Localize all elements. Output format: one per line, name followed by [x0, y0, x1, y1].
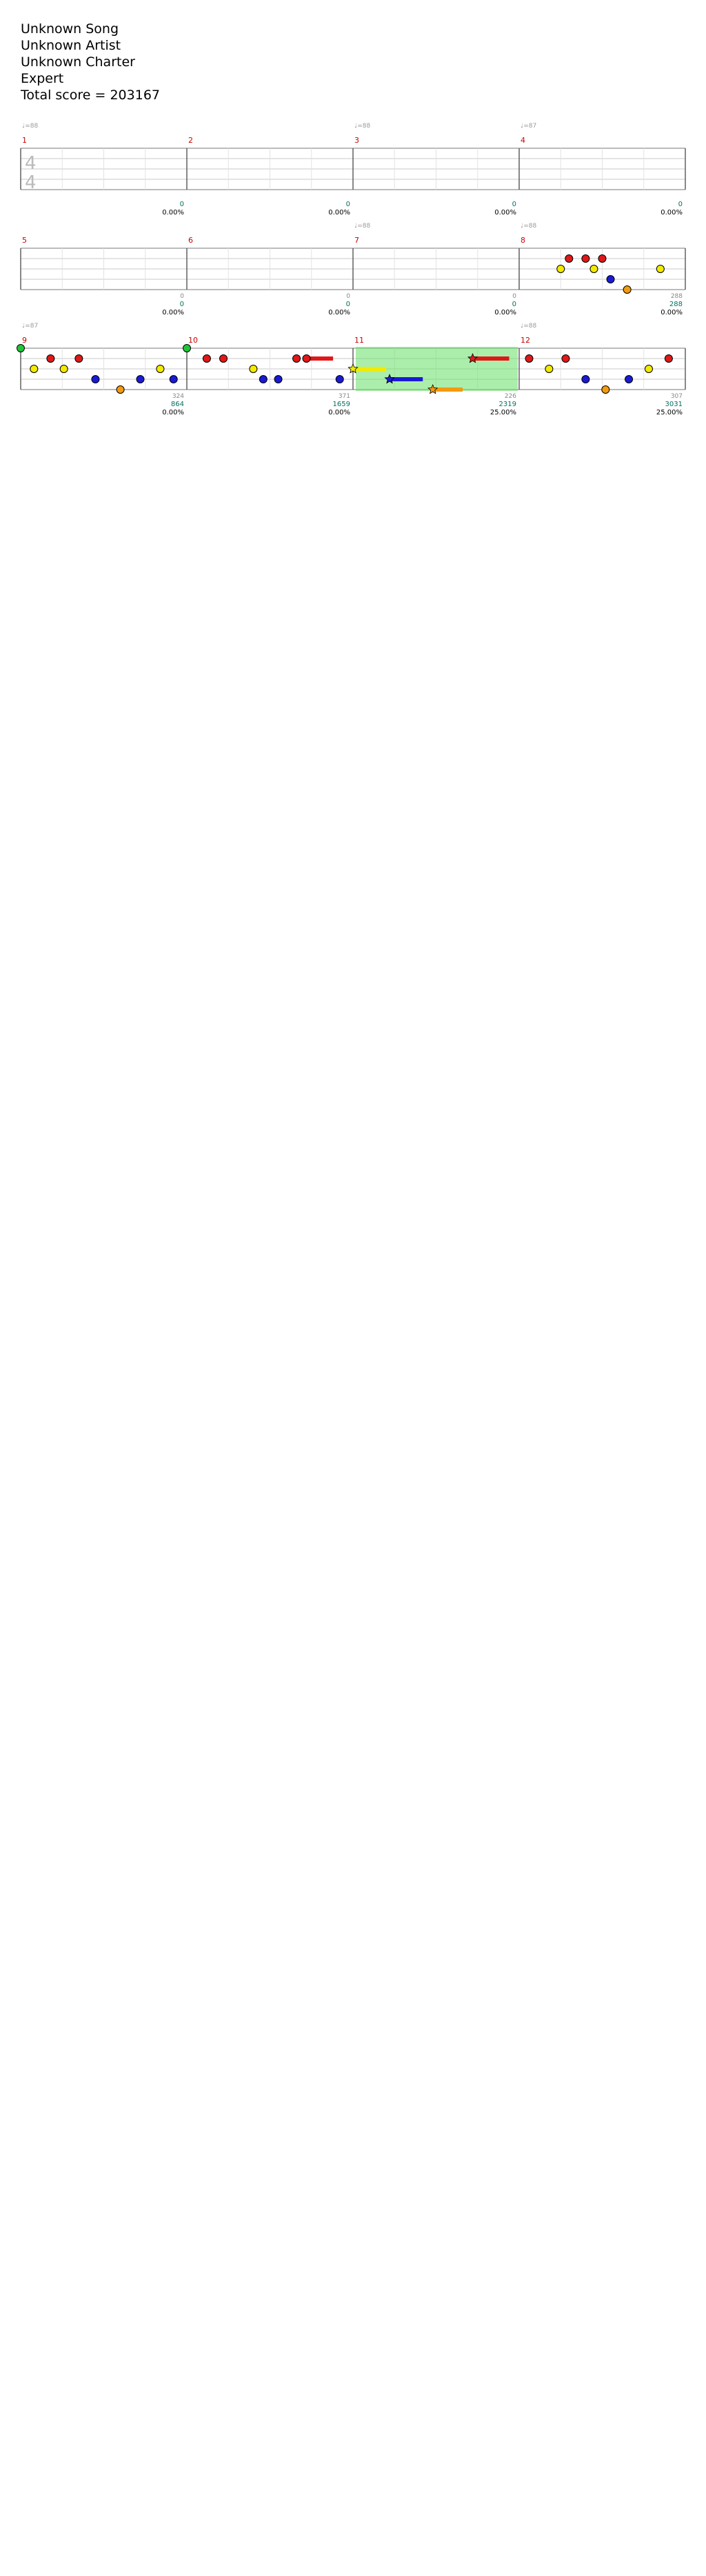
song-title: Unknown Song	[21, 21, 119, 37]
note-blue	[625, 376, 633, 383]
charter-name: Unknown Charter	[21, 54, 135, 70]
note-red	[203, 355, 210, 363]
measure-score: 0	[512, 201, 516, 208]
note-count: 288	[670, 293, 683, 300]
note-yellow	[656, 265, 664, 273]
measure-number: 3	[354, 136, 359, 145]
total-score: Total score = 203167	[21, 88, 160, 103]
measure-percent: 0.00%	[162, 209, 184, 217]
note-blue	[607, 276, 614, 283]
measure-score: 864	[170, 401, 184, 408]
measure-number: 10	[188, 336, 198, 345]
note-count: 371	[338, 393, 350, 400]
measure-score: 3031	[665, 401, 683, 408]
measure-percent: 25.00%	[656, 409, 683, 416]
bpm-marker: ♩=88	[521, 323, 537, 330]
measure-score: 1659	[332, 401, 350, 408]
measure-number: 2	[188, 136, 193, 145]
measure-score: 0	[345, 301, 350, 308]
note-green	[17, 345, 25, 352]
measure-percent: 0.00%	[660, 209, 683, 217]
measure-percent: 0.00%	[162, 409, 184, 416]
measure-score: 2319	[498, 401, 516, 408]
note-blue	[170, 376, 177, 383]
note-yellow	[250, 365, 257, 373]
note-blue	[582, 376, 589, 383]
time-signature-bottom: 4	[25, 172, 37, 193]
measure-score: 0	[179, 301, 184, 308]
note-count: 324	[172, 393, 184, 400]
bpm-marker: ♩=88	[354, 223, 371, 230]
time-signature-top: 4	[25, 153, 37, 174]
artist-name: Unknown Artist	[21, 38, 121, 53]
note-red	[665, 355, 672, 363]
note-red	[562, 355, 569, 363]
measure-score: 0	[678, 201, 683, 208]
note-orange	[117, 386, 124, 394]
note-orange	[623, 286, 631, 294]
note-count: 0	[346, 293, 350, 300]
note-count: 226	[504, 393, 516, 400]
note-yellow	[590, 265, 598, 273]
measure-score: 0	[179, 201, 184, 208]
sustain-tail	[473, 356, 510, 361]
note-count: 0	[180, 293, 184, 300]
measure-number: 7	[354, 236, 359, 245]
note-red	[525, 355, 533, 363]
note-red	[582, 255, 589, 263]
note-red	[293, 355, 301, 363]
note-blue	[259, 376, 267, 383]
measure-number: 4	[521, 136, 525, 145]
note-green	[183, 345, 191, 352]
note-red	[75, 355, 83, 363]
measure-percent: 0.00%	[494, 209, 516, 217]
bpm-marker: ♩=88	[521, 223, 537, 230]
note-count: 0	[512, 293, 516, 300]
measure-percent: 0.00%	[660, 309, 683, 316]
measure-number: 1	[22, 136, 27, 145]
measure-score: 0	[512, 301, 516, 308]
note-yellow	[557, 265, 565, 273]
bpm-marker: ♩=87	[521, 123, 537, 130]
measure-score: 288	[669, 301, 683, 308]
note-blue	[137, 376, 144, 383]
note-yellow	[645, 365, 652, 373]
note-blue	[92, 376, 99, 383]
note-red	[47, 355, 54, 363]
measure-score: 0	[345, 201, 350, 208]
measure-number: 9	[22, 336, 27, 345]
note-yellow	[157, 365, 164, 373]
measure-number: 12	[521, 336, 530, 345]
note-red	[220, 355, 228, 363]
sustain-tail	[353, 367, 386, 371]
measure-percent: 0.00%	[328, 209, 350, 217]
difficulty-label: Expert	[21, 71, 64, 86]
note-red	[303, 355, 310, 363]
measure-percent: 0.00%	[328, 409, 350, 416]
measure-percent: 25.00%	[490, 409, 516, 416]
measure-number: 11	[354, 336, 364, 345]
measure-percent: 0.00%	[494, 309, 516, 316]
measure-percent: 0.00%	[328, 309, 350, 316]
bpm-marker: ♩=87	[22, 323, 39, 330]
note-count: 307	[670, 393, 683, 400]
measure-number: 6	[188, 236, 193, 245]
sustain-tail	[390, 377, 423, 381]
note-red	[598, 255, 606, 263]
note-blue	[274, 376, 282, 383]
measure-percent: 0.00%	[162, 309, 184, 316]
note-yellow	[545, 365, 553, 373]
bpm-marker: ♩=88	[354, 123, 371, 130]
note-orange	[602, 386, 609, 394]
note-yellow	[30, 365, 38, 373]
measure-number: 5	[22, 236, 27, 245]
note-yellow	[60, 365, 68, 373]
measure-number: 8	[521, 236, 525, 245]
note-red	[565, 255, 573, 263]
note-blue	[336, 376, 343, 383]
bpm-marker: ♩=88	[22, 123, 39, 130]
